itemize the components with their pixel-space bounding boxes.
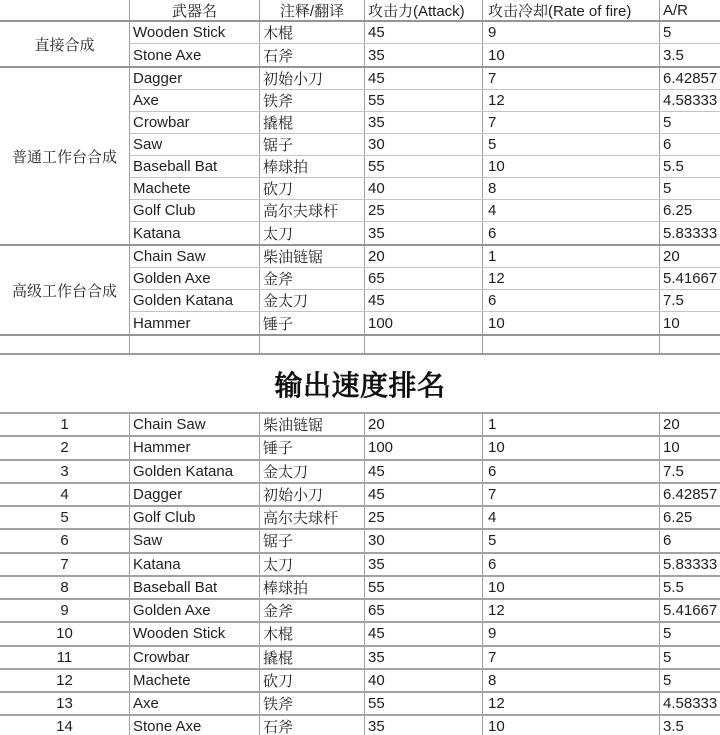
ar-cell: 10 [660,312,720,334]
table-row [130,112,720,134]
ranking-row [0,623,720,646]
cooldown-cell: 12 [483,268,660,289]
table-row [130,68,720,90]
weapon-name-cell: Axe [130,90,260,111]
weapon-name-cell: Golden Katana [130,461,260,482]
weapon-name-cell: Saw [130,530,260,551]
weapon-name-cell: Golden Axe [130,600,260,621]
weapon-name-cell: Golden Axe [130,268,260,289]
weapon-name-cell: Machete [130,178,260,199]
attack-cell: 35 [365,647,483,668]
table-row [130,268,720,290]
weapon-name-cell: Crowbar [130,647,260,668]
attack-cell: 40 [365,670,483,691]
weapon-note-cell: 锤子 [260,312,365,334]
rank-cell: 14 [0,716,130,735]
header-cooldown: 攻击冷却(Rate of fire) [483,0,660,20]
ar-cell: 20 [660,414,720,435]
ranking-row [0,693,720,716]
rank-cell: 7 [0,554,130,575]
ar-cell: 5.5 [660,156,720,177]
cooldown-cell: 10 [483,312,660,334]
attack-cell: 55 [365,577,483,598]
ar-cell: 7.5 [660,461,720,482]
header-attack: 攻击力(Attack) [365,0,483,20]
header-ar: A/R [660,0,720,20]
weapon-name-cell: Dagger [130,68,260,89]
section-title: 输出速度排名 [274,369,446,401]
cooldown-cell: 7 [483,112,660,133]
ranking-row [0,716,720,735]
cooldown-cell: 5 [483,530,660,551]
cooldown-cell: 9 [483,22,660,43]
weapon-note-cell: 柴油链锯 [260,414,365,435]
ar-cell: 5 [660,670,720,691]
ar-cell: 5.41667 [660,600,720,621]
cooldown-cell: 6 [483,461,660,482]
ranking-row [0,461,720,484]
weapon-note-cell: 锯子 [260,134,365,155]
weapon-name-cell: Crowbar [130,112,260,133]
ar-cell: 5 [660,22,720,43]
ranking-row [0,577,720,600]
weapon-name-cell: Chain Saw [130,414,260,435]
attack-cell: 100 [365,437,483,458]
table-row [130,156,720,178]
rank-cell: 13 [0,693,130,714]
ar-cell: 6 [660,134,720,155]
header-note: 注释/翻译 [260,0,365,20]
cooldown-cell: 4 [483,200,660,221]
weapon-note-cell: 金太刀 [260,290,365,311]
weapon-name-cell: Katana [130,554,260,575]
cooldown-cell: 10 [483,716,660,735]
attack-cell: 35 [365,222,483,244]
ar-cell: 4.58333 [660,693,720,714]
weapon-note-cell: 铁斧 [260,693,365,714]
weapon-note-cell: 太刀 [260,222,365,244]
attack-cell: 35 [365,112,483,133]
group-normal-workbench [0,68,720,246]
weapon-note-cell: 金斧 [260,268,365,289]
weapon-note-cell: 锤子 [260,437,365,458]
weapon-name-cell: Hammer [130,437,260,458]
table-row [130,22,720,44]
cooldown-cell: 12 [483,90,660,111]
attack-cell: 40 [365,178,483,199]
empty-cell [130,336,260,353]
ar-cell: 5 [660,178,720,199]
weapon-name-cell: Golf Club [130,200,260,221]
rank-cell: 3 [0,461,130,482]
weapon-note-cell: 木棍 [260,22,365,43]
attack-cell: 100 [365,312,483,334]
rank-cell: 11 [0,647,130,668]
attack-cell: 65 [365,600,483,621]
ar-cell: 5.83333 [660,554,720,575]
rank-cell: 2 [0,437,130,458]
cooldown-cell: 5 [483,134,660,155]
attack-cell: 35 [365,554,483,575]
weapon-table [0,0,720,336]
ranking-row [0,670,720,693]
cooldown-cell: 10 [483,577,660,598]
rank-cell: 9 [0,600,130,621]
cooldown-cell: 12 [483,693,660,714]
attack-cell: 25 [365,507,483,528]
ar-cell: 6 [660,530,720,551]
group-advanced-workbench [0,246,720,336]
weapon-note-cell: 金斧 [260,600,365,621]
rank-cell: 1 [0,414,130,435]
attack-cell: 35 [365,716,483,735]
cooldown-cell: 7 [483,484,660,505]
rank-cell: 10 [0,623,130,644]
attack-cell: 65 [365,268,483,289]
cooldown-cell: 1 [483,246,660,267]
weapon-note-cell: 棒球拍 [260,577,365,598]
header-weapon-name: 武器名 [130,0,260,20]
table-row [130,222,720,244]
empty-cell [0,336,130,353]
attack-cell: 45 [365,484,483,505]
ar-cell: 20 [660,246,720,267]
weapon-note-cell: 石斧 [260,716,365,735]
ranking-row [0,484,720,507]
ranking-table [0,412,720,735]
weapon-name-cell: Katana [130,222,260,244]
ar-cell: 6.25 [660,507,720,528]
empty-cell [660,336,720,353]
ar-cell: 5.5 [660,577,720,598]
ar-cell: 6.42857 [660,484,720,505]
rank-cell: 6 [0,530,130,551]
ar-cell: 10 [660,437,720,458]
weapon-name-cell: Wooden Stick [130,22,260,43]
cooldown-cell: 10 [483,437,660,458]
weapon-name-cell: Golf Club [130,507,260,528]
cooldown-cell: 9 [483,623,660,644]
attack-cell: 45 [365,623,483,644]
ranking-row [0,414,720,437]
cooldown-cell: 7 [483,647,660,668]
weapon-note-cell: 高尔夫球杆 [260,507,365,528]
attack-cell: 45 [365,22,483,43]
ar-cell: 5.83333 [660,222,720,244]
weapon-name-cell: Golden Katana [130,290,260,311]
cooldown-cell: 6 [483,554,660,575]
attack-cell: 55 [365,156,483,177]
ar-cell: 5 [660,647,720,668]
weapon-name-cell: Baseball Bat [130,577,260,598]
weapon-note-cell: 砍刀 [260,670,365,691]
ar-cell: 5 [660,623,720,644]
weapon-name-cell: Wooden Stick [130,623,260,644]
weapon-name-cell: Saw [130,134,260,155]
attack-cell: 55 [365,90,483,111]
weapon-note-cell: 木棍 [260,623,365,644]
weapon-name-cell: Hammer [130,312,260,334]
weapon-note-cell: 高尔夫球杆 [260,200,365,221]
attack-cell: 20 [365,414,483,435]
ranking-row [0,507,720,530]
table-row [130,200,720,222]
ar-cell: 6.42857 [660,68,720,89]
attack-cell: 30 [365,530,483,551]
cooldown-cell: 1 [483,414,660,435]
weapon-note-cell: 太刀 [260,554,365,575]
weapon-note-cell: 棒球拍 [260,156,365,177]
weapon-name-cell: Machete [130,670,260,691]
table-row [130,312,720,334]
weapon-name-cell: Dagger [130,484,260,505]
attack-cell: 35 [365,44,483,66]
category-label: 普通工作台合成 [0,68,130,244]
ranking-row [0,600,720,623]
weapon-table-header-row [0,0,720,22]
rank-cell: 12 [0,670,130,691]
cooldown-cell: 12 [483,600,660,621]
weapon-name-cell: Stone Axe [130,716,260,735]
ar-cell: 5 [660,112,720,133]
table-row [130,90,720,112]
ar-cell: 7.5 [660,290,720,311]
rank-cell: 8 [0,577,130,598]
ar-cell: 6.25 [660,200,720,221]
table-row [130,178,720,200]
cooldown-cell: 8 [483,178,660,199]
weapon-note-cell: 砍刀 [260,178,365,199]
cooldown-cell: 4 [483,507,660,528]
table-row [130,44,720,66]
ar-cell: 3.5 [660,716,720,735]
ranking-row [0,530,720,553]
weapon-name-cell: Baseball Bat [130,156,260,177]
ar-cell: 4.58333 [660,90,720,111]
weapon-note-cell: 铁斧 [260,90,365,111]
empty-cell [260,336,365,353]
category-label: 直接合成 [0,22,130,66]
ranking-row [0,437,720,460]
header-category-cell [0,0,130,20]
cooldown-cell: 6 [483,222,660,244]
ranking-title-band [0,355,720,412]
attack-cell: 45 [365,290,483,311]
attack-cell: 45 [365,461,483,482]
weapon-name-cell: Stone Axe [130,44,260,66]
cooldown-cell: 10 [483,156,660,177]
cooldown-cell: 7 [483,68,660,89]
weapon-note-cell: 锯子 [260,530,365,551]
attack-cell: 45 [365,68,483,89]
ranking-row [0,647,720,670]
table-row [130,246,720,268]
weapon-note-cell: 初始小刀 [260,484,365,505]
attack-cell: 25 [365,200,483,221]
weapon-note-cell: 撬棍 [260,647,365,668]
weapon-note-cell: 石斧 [260,44,365,66]
ar-cell: 3.5 [660,44,720,66]
ar-cell: 5.41667 [660,268,720,289]
attack-cell: 30 [365,134,483,155]
cooldown-cell: 8 [483,670,660,691]
attack-cell: 55 [365,693,483,714]
empty-cell [365,336,483,353]
attack-cell: 20 [365,246,483,267]
ranking-row [0,554,720,577]
weapon-name-cell: Axe [130,693,260,714]
cooldown-cell: 6 [483,290,660,311]
weapon-note-cell: 初始小刀 [260,68,365,89]
weapon-name-cell: Chain Saw [130,246,260,267]
empty-cell [483,336,660,353]
weapon-note-cell: 撬棍 [260,112,365,133]
category-label: 高级工作台合成 [0,246,130,334]
rank-cell: 4 [0,484,130,505]
weapon-note-cell: 金太刀 [260,461,365,482]
weapon-note-cell: 柴油链锯 [260,246,365,267]
table-row [130,134,720,156]
table-row [130,290,720,312]
group-direct-craft [0,22,720,68]
empty-grid-row [0,336,720,355]
rank-cell: 5 [0,507,130,528]
cooldown-cell: 10 [483,44,660,66]
